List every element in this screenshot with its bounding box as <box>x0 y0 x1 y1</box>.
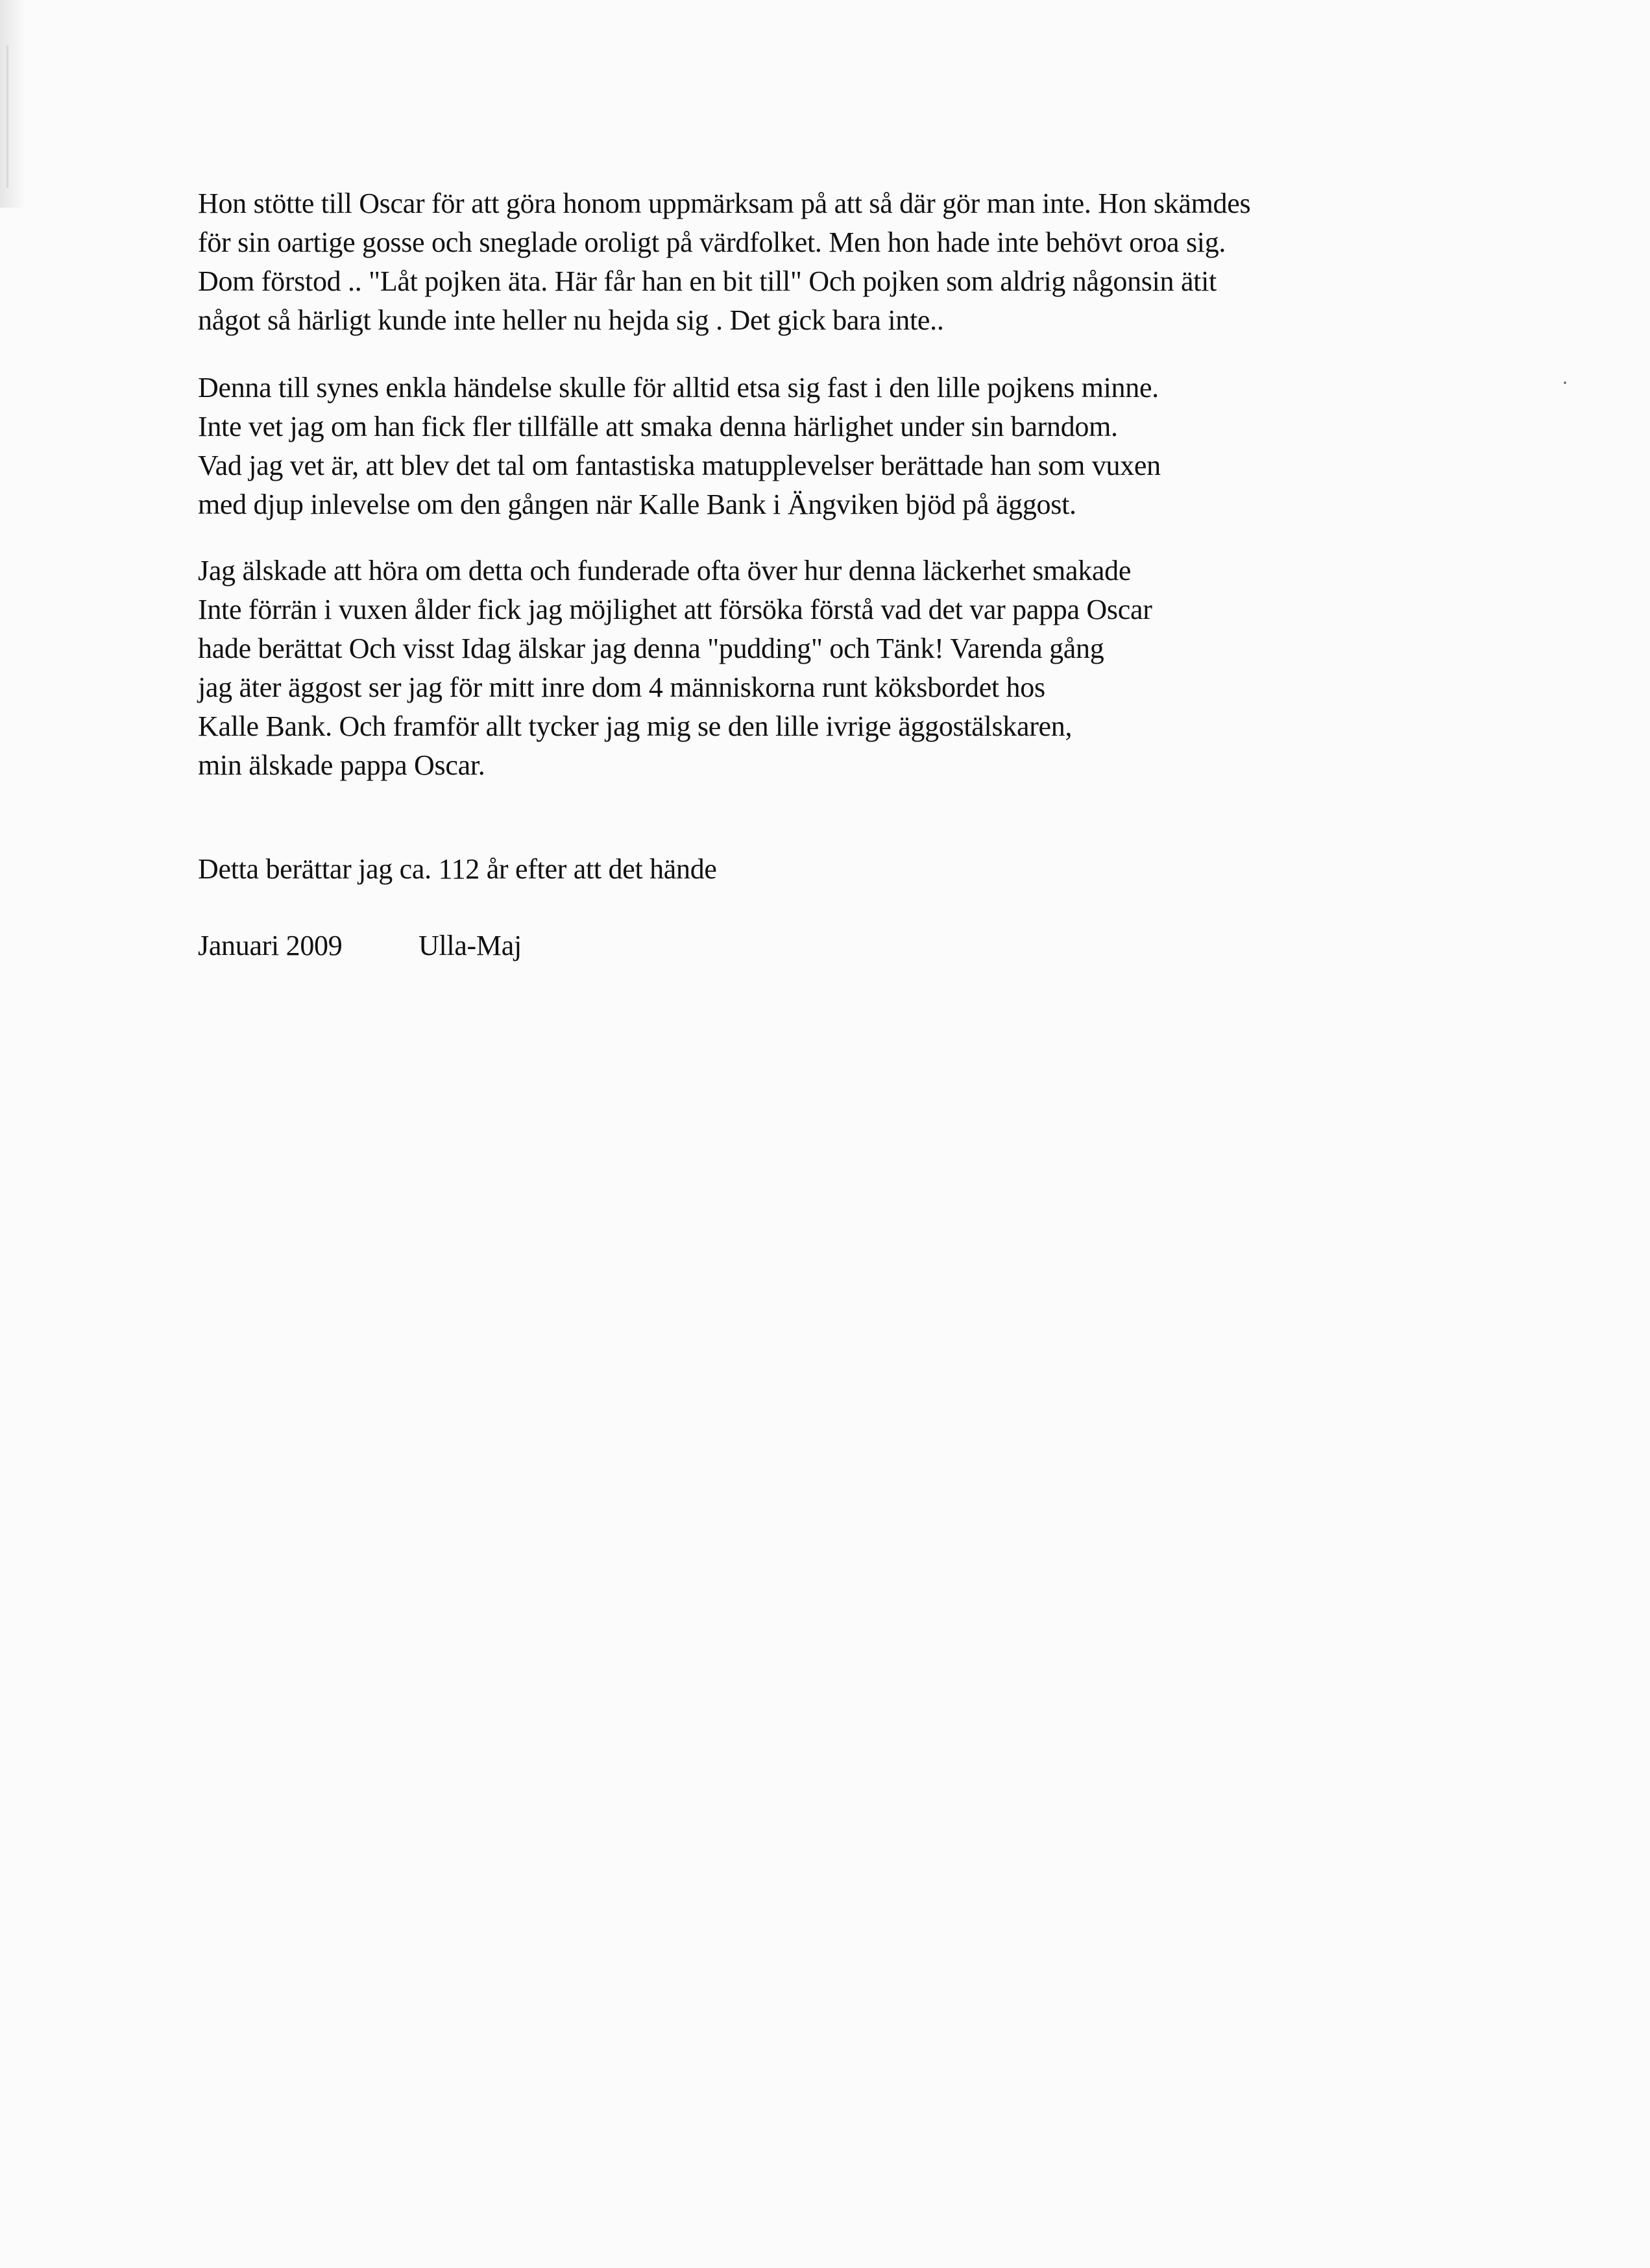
paragraph-2 <box>198 368 1560 524</box>
paragraph-line: Jag älskade att höra om detta och funderade ofta över hur denna läckerhet smakade <box>198 555 1132 586</box>
signature-name: Ulla-Maj <box>419 930 522 961</box>
paragraph-line: Vad jag vet är, att blev det tal om fantastiska matupplevelser berättade han som vuxen <box>198 450 1161 481</box>
scan-shadow-edge <box>0 0 26 208</box>
paragraph-3 <box>198 551 1560 785</box>
signature-date: Januari 2009 <box>198 930 343 961</box>
signature-block <box>198 926 1560 965</box>
paragraph-line: Hon stötte till Oscar för att göra honom uppmärksam på att så där gör man inte. Hon skämdes <box>198 187 1251 219</box>
paragraph-line: Denna till synes enkla händelse skulle för alltid etsa sig fast i den lille pojkens minne. <box>198 372 1159 404</box>
paragraph-line: min älskade pappa Oscar. <box>198 749 485 781</box>
closing-paragraph <box>198 850 1560 889</box>
signature-line <box>198 926 1560 965</box>
paragraph-line: med djup inlevelse om den gången när Kalle Bank i Ängviken bjöd på äggost. <box>198 489 1076 520</box>
paragraph-line: för sin oartige gosse och sneglade oroligt på värdfolket. Men hon hade inte behövt oroa sig. <box>198 226 1226 258</box>
closing-line: Detta berättar jag ca. 112 år efter att det hände <box>198 853 717 885</box>
paragraph-line: Inte förrän i vuxen ålder fick jag möjlighet att försöka förstå vad det var pappa Oscar <box>198 594 1152 625</box>
paragraph-line: hade berättat Och visst Idag älskar jag denna "pudding" och Tänk! Varenda gång <box>198 633 1104 664</box>
paragraph-line: Dom förstod .. "Låt pojken äta. Här får han en bit till" Och pojken som aldrig någonsin ätit <box>198 265 1217 297</box>
scan-margin-mark <box>6 45 8 188</box>
paragraph-1 <box>198 184 1560 340</box>
paragraph-line: Inte vet jag om han fick fler tillfälle att smaka denna härlighet under sin barndom. <box>198 411 1118 442</box>
paragraph-line: jag äter äggost ser jag för mitt inre dom 4 människorna runt köksbordet hos <box>198 671 1045 703</box>
scan-speck <box>1564 381 1566 384</box>
paragraph-line: Kalle Bank. Och framför allt tycker jag mig se den lille ivrige äggostälskaren, <box>198 710 1073 742</box>
paragraph-line: något så härligt kunde inte heller nu hejda sig . Det gick bara inte.. <box>198 304 944 336</box>
